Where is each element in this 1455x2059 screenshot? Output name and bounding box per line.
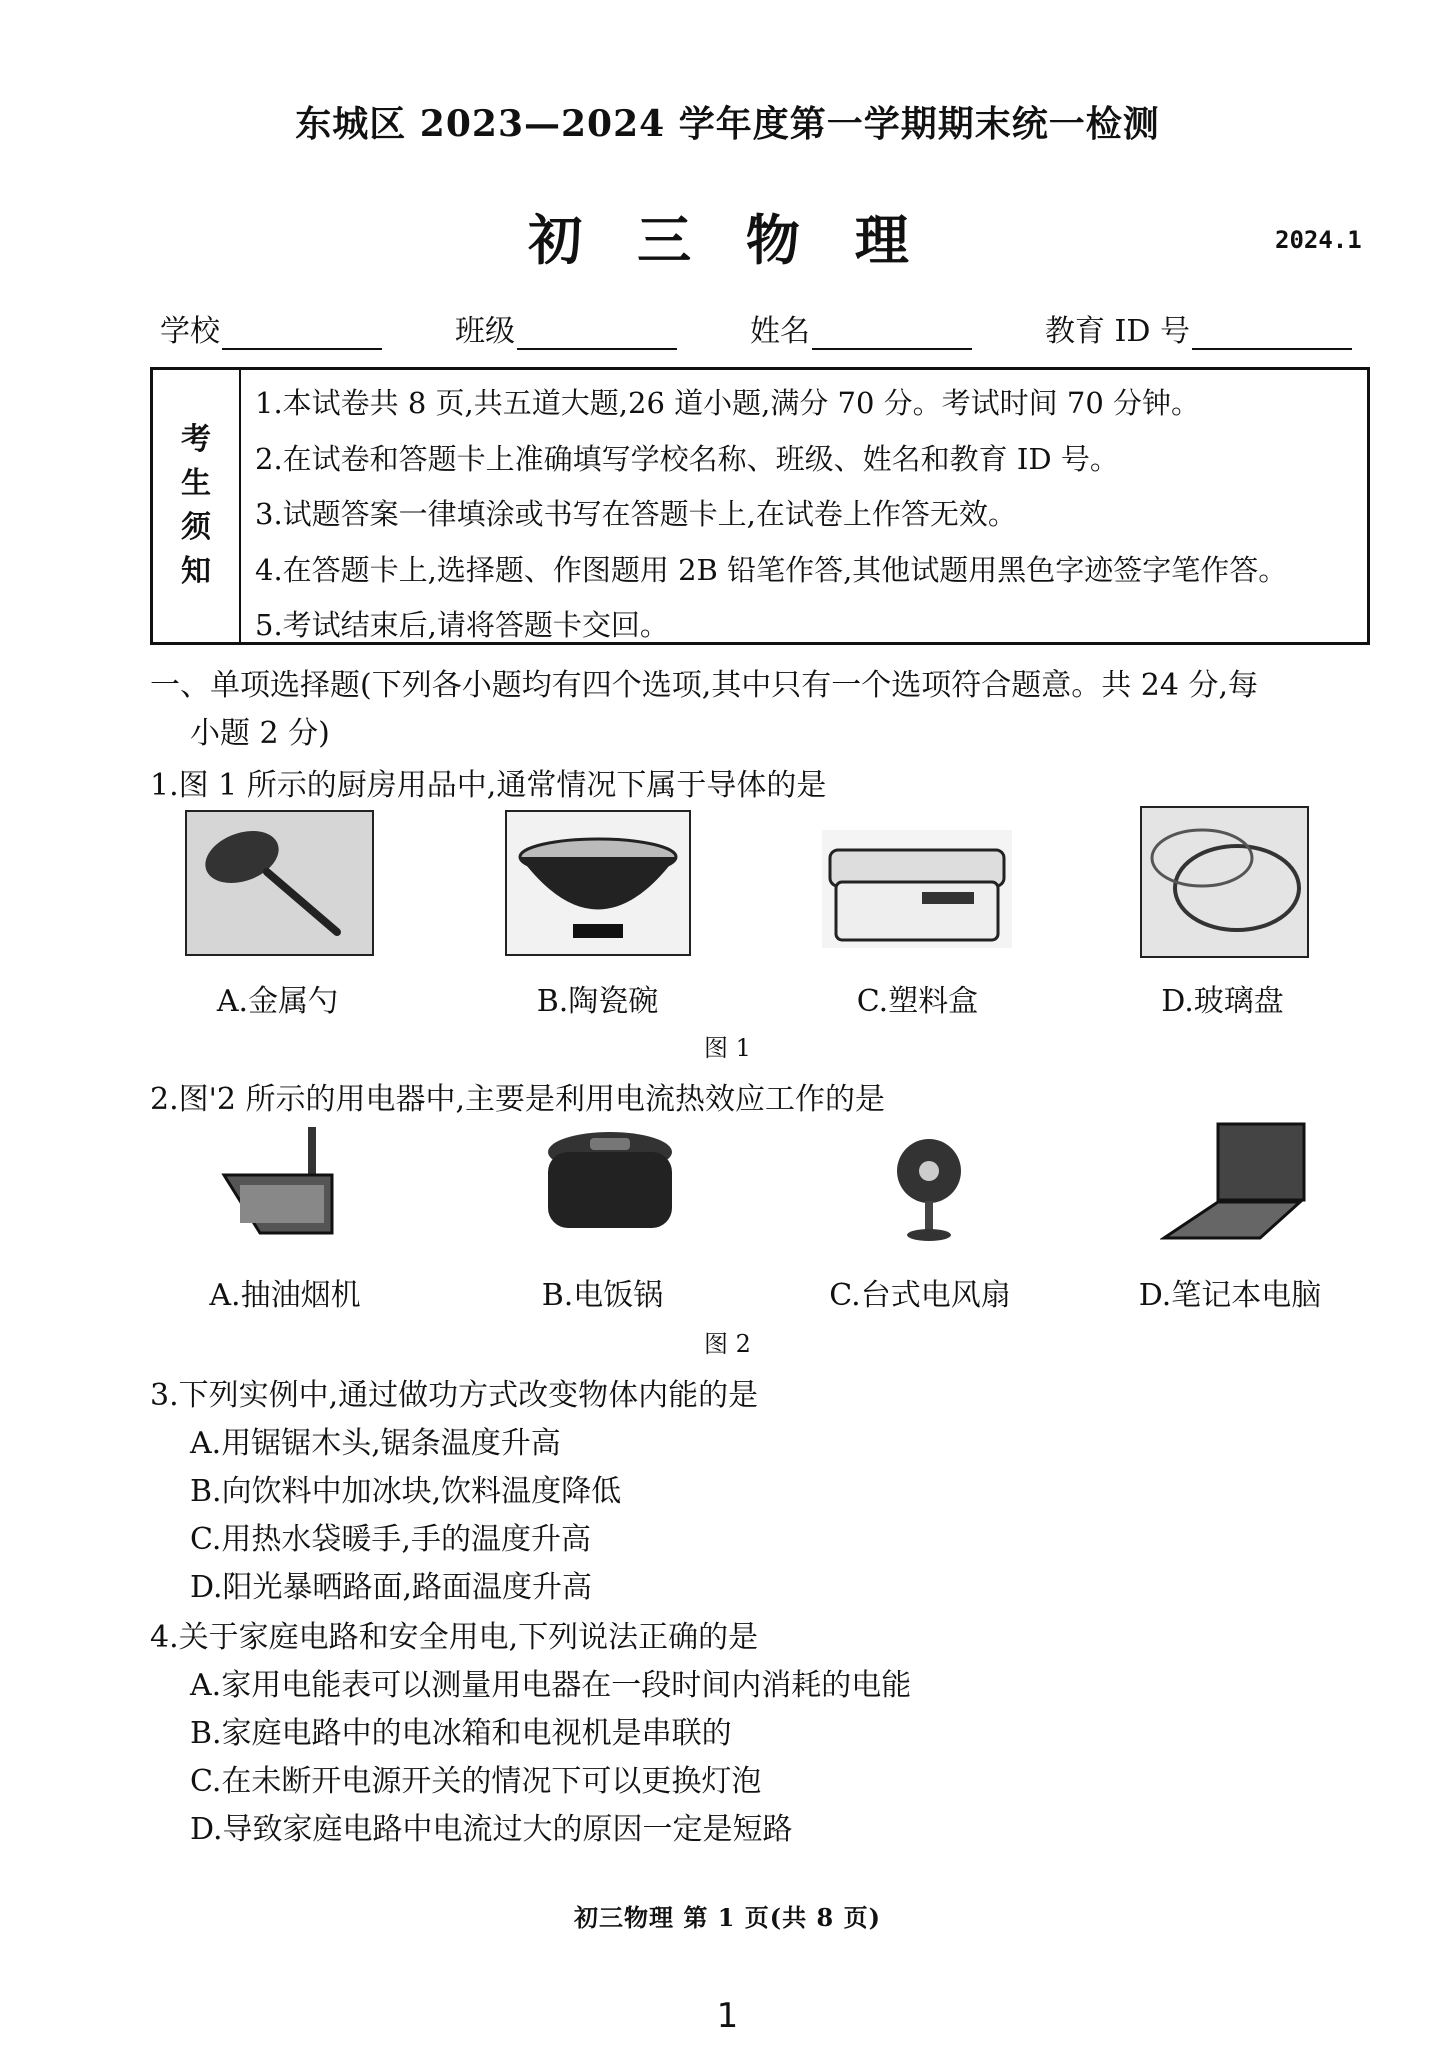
- q1-option-d[interactable]: D.玻璃盘: [1161, 984, 1284, 1019]
- question-1-stem: 1.图 1 所示的厨房用品中,通常情况下属于导体的是: [150, 768, 827, 803]
- name-label: 姓名: [750, 314, 810, 349]
- name-field[interactable]: [750, 306, 972, 350]
- school-blank[interactable]: [222, 347, 382, 350]
- page-number: 1: [716, 1996, 739, 2036]
- q2-option-b[interactable]: B.电饭锅: [541, 1278, 664, 1313]
- q2-option-a[interactable]: A.抽油烟机: [209, 1278, 361, 1313]
- q1-option-c[interactable]: C.塑料盒: [856, 984, 979, 1019]
- notice-item: 4.在答题卡上,选择题、作图题用 2B 铅笔作答,其他试题用黑色字迹签字笔作答。: [255, 552, 1288, 587]
- id-blank[interactable]: [1192, 347, 1352, 350]
- page-footer: 初三物理 第 1 页(共 8 页): [574, 1903, 881, 1932]
- q4-option-c[interactable]: C.在未断开电源开关的情况下可以更换灯泡: [190, 1764, 762, 1799]
- exam-title: 东城区 2023—2024 学年度第一学期期末统一检测: [295, 103, 1160, 145]
- q3-option-b[interactable]: B.向饮料中加冰块,饮料温度降低: [190, 1474, 622, 1509]
- plastic-box-image: [822, 830, 1012, 948]
- figure-2-caption: 图 2: [704, 1330, 751, 1358]
- q2-option-d[interactable]: D.笔记本电脑: [1138, 1278, 1322, 1313]
- class-blank[interactable]: [517, 347, 677, 350]
- rice-cooker-image: [540, 1128, 680, 1240]
- q1-option-b[interactable]: B.陶瓷碗: [536, 984, 659, 1019]
- school-field[interactable]: [160, 306, 382, 350]
- name-blank[interactable]: [812, 347, 972, 350]
- school-label: 学校: [160, 314, 220, 349]
- notice-item: 1.本试卷共 8 页,共五道大题,26 道小题,满分 70 分。考试时间 70 分钟。: [255, 386, 1201, 420]
- metal-spoon-image: [185, 810, 374, 956]
- range-hood-image: [220, 1125, 340, 1237]
- question-3-stem: 3.下列实例中,通过做功方式改变物体内能的是: [150, 1378, 759, 1413]
- section-heading: 一、单项选择题(下列各小题均有四个选项,其中只有一个选项符合题意。共 24 分,每 小题 2 分): [150, 668, 1259, 751]
- q4-option-b[interactable]: B.家庭电路中的电冰箱和电视机是串联的: [190, 1716, 732, 1751]
- notice-item: 2.在试卷和答题卡上准确填写学校名称、班级、姓名和教育 ID 号。: [255, 441, 1119, 476]
- notice-item: 3.试题答案一律填涂或书写在答题卡上,在试卷上作答无效。: [255, 497, 1017, 531]
- q3-option-d[interactable]: D.阳光暴晒路面,路面温度升高: [190, 1570, 593, 1605]
- question-4-stem: 4.关于家庭电路和安全用电,下列说法正确的是: [150, 1620, 759, 1655]
- subject-title: 初 三 物 理: [528, 208, 927, 272]
- id-field[interactable]: [1045, 306, 1352, 350]
- desk-fan-image: [890, 1135, 968, 1245]
- notice-item: 5.考试结束后,请将答题卡交回。: [255, 608, 669, 642]
- q3-option-a[interactable]: A.用锯锯木头,锯条温度升高: [190, 1426, 561, 1461]
- laptop-image: [1160, 1120, 1310, 1248]
- q4-option-a[interactable]: A.家用电能表可以测量用电器在一段时间内消耗的电能: [190, 1668, 912, 1703]
- notice-items: [255, 376, 1359, 654]
- q1-option-a[interactable]: A.金属勺: [216, 984, 339, 1019]
- q2-option-c[interactable]: C.台式电风扇: [829, 1278, 1011, 1313]
- ceramic-bowl-image: [505, 810, 691, 956]
- question-2-stem: 2.图'2 所示的用电器中,主要是利用电流热效应工作的是: [150, 1082, 886, 1117]
- class-label: 班级: [455, 314, 515, 349]
- glass-plate-image: [1140, 806, 1309, 958]
- q4-option-d[interactable]: D.导致家庭电路中电流过大的原因一定是短路: [190, 1812, 793, 1847]
- q3-option-c[interactable]: C.用热水袋暖手,手的温度升高: [190, 1522, 591, 1557]
- exam-notice-box: [150, 367, 1370, 645]
- notice-label: 考 生 须 知: [153, 370, 241, 642]
- figure-1-caption: 图 1: [704, 1034, 751, 1062]
- id-label: 教育 ID 号: [1045, 314, 1190, 349]
- class-field[interactable]: [455, 306, 677, 350]
- exam-date: 2024.1: [1275, 226, 1362, 254]
